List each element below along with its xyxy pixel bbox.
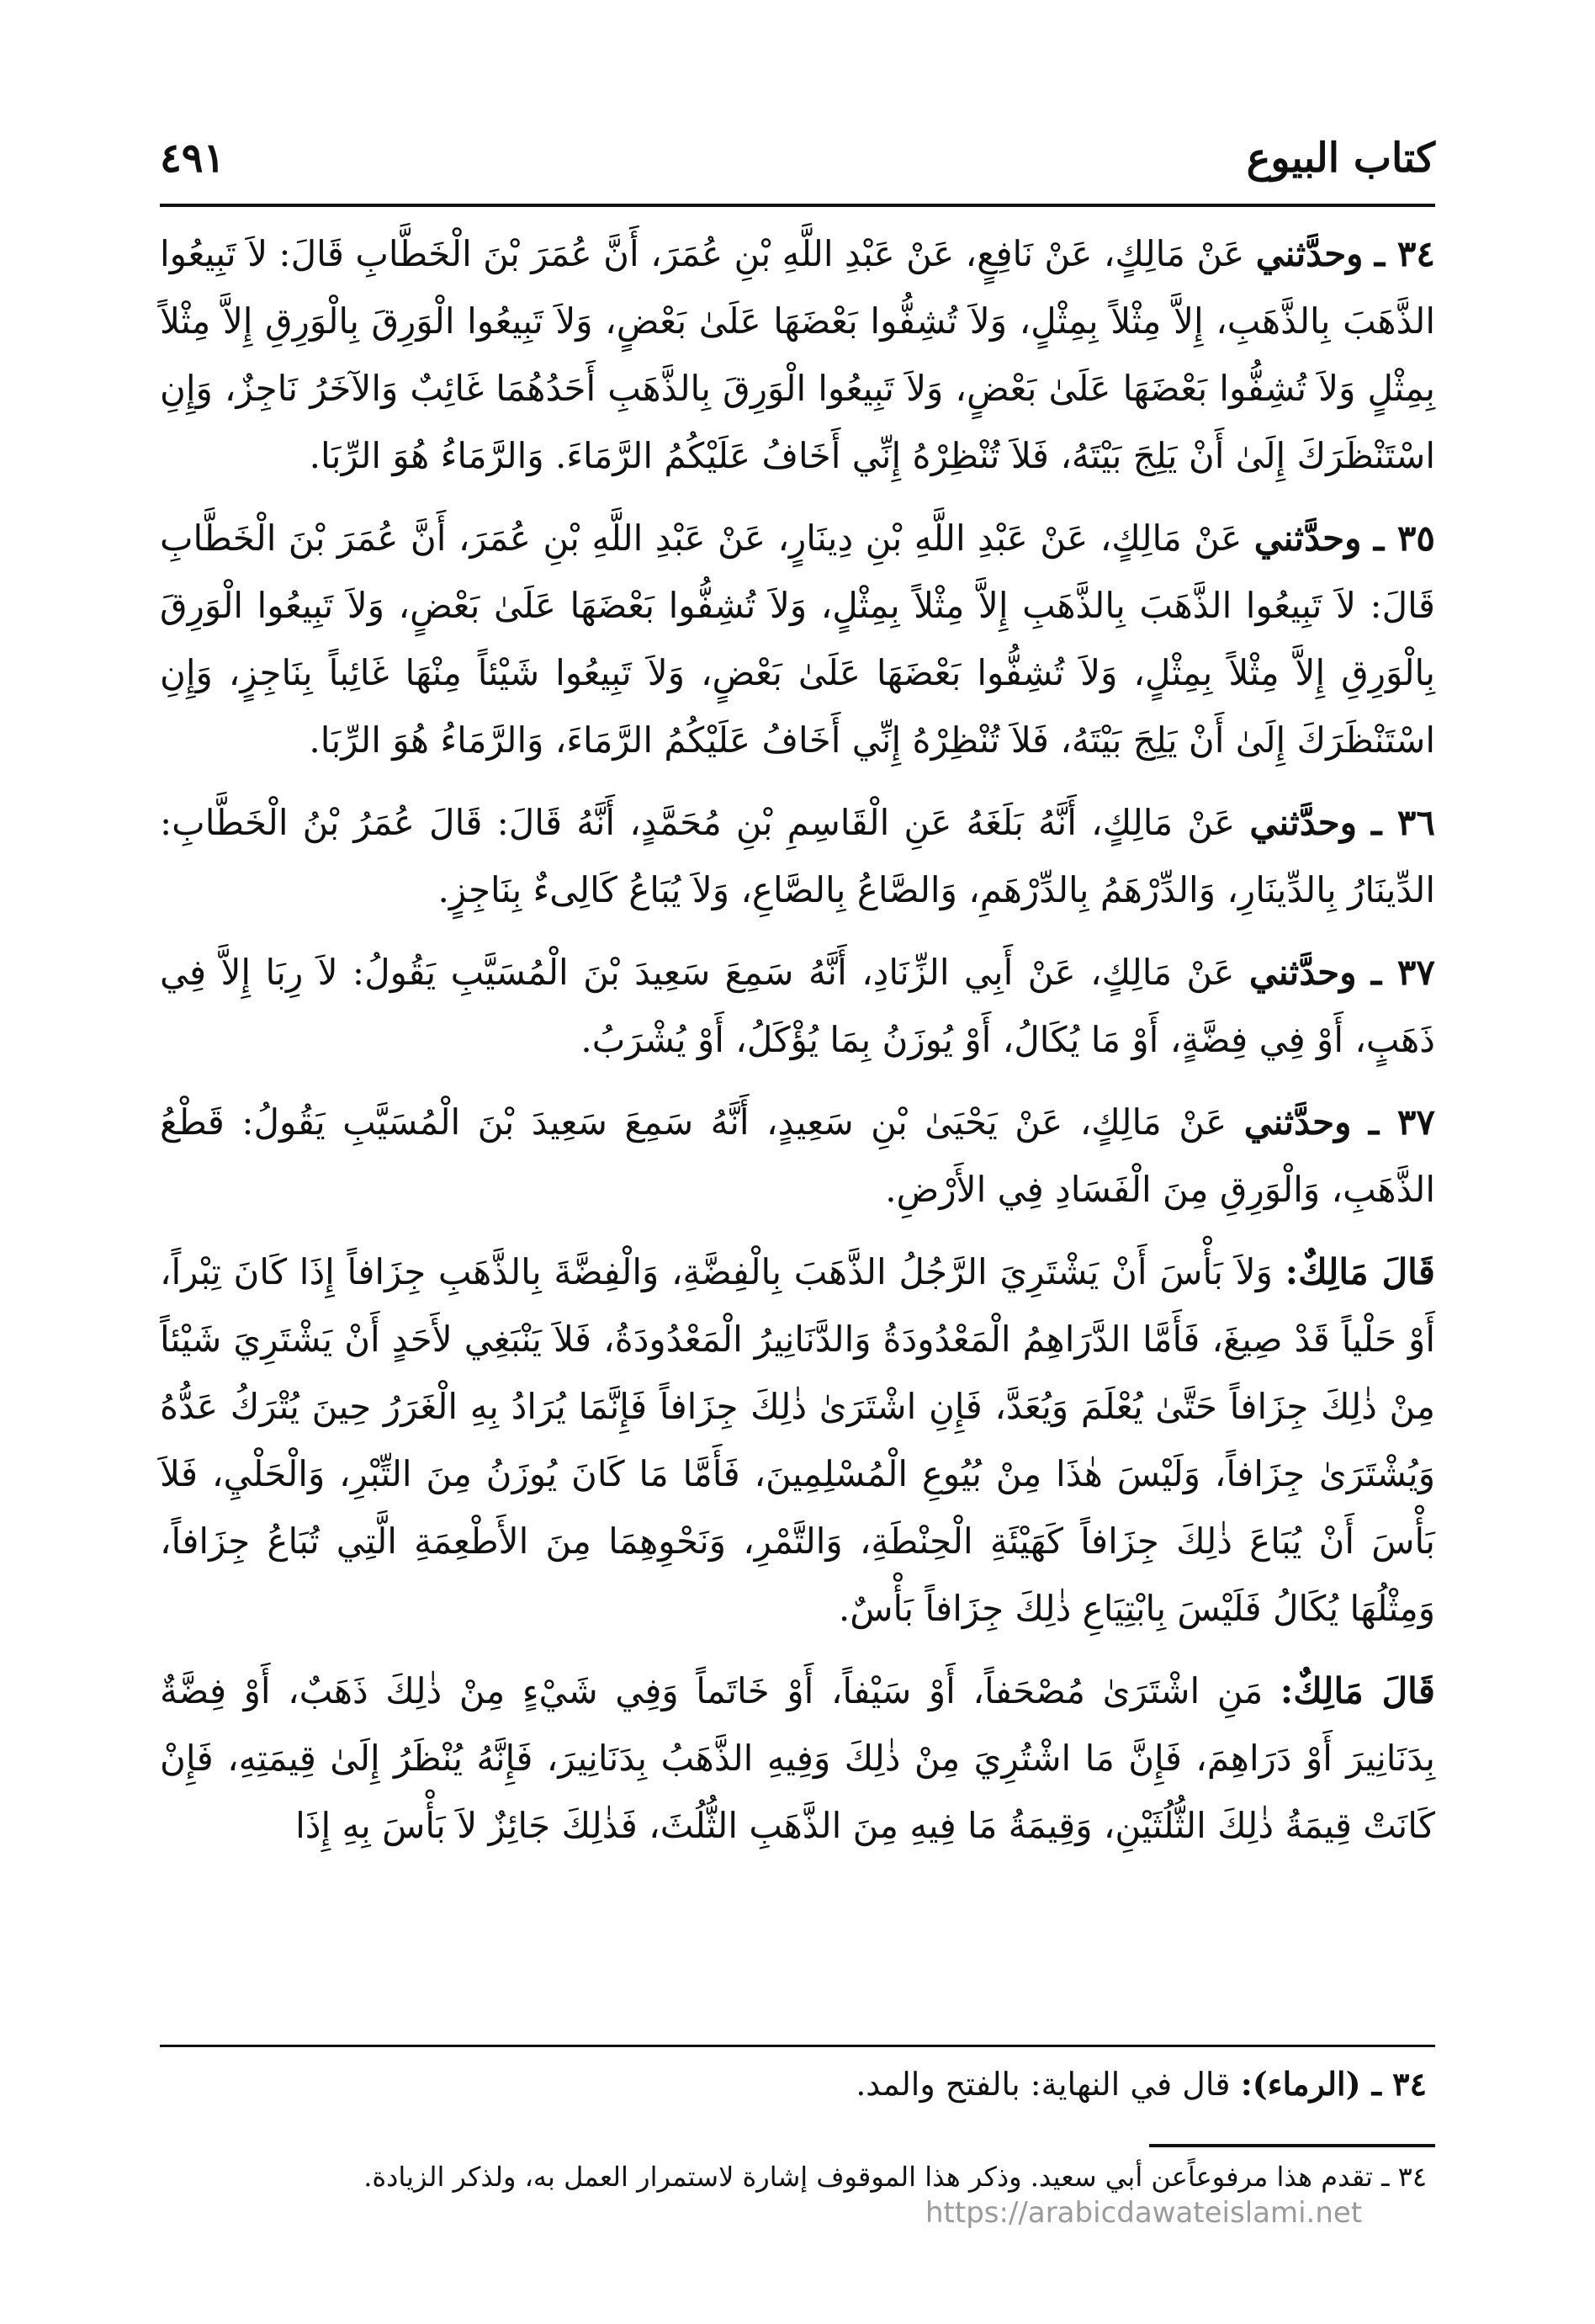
narration-opener: وحدَّثني bbox=[1249, 802, 1358, 843]
main-text bbox=[160, 220, 1435, 1875]
narration-opener: وحدَّثني bbox=[1253, 517, 1362, 559]
paragraph bbox=[160, 1239, 1435, 1642]
malik-statement-label: قَالَ مَالِكٌ: bbox=[1280, 1670, 1435, 1711]
secondary-footnote-divider bbox=[1149, 2144, 1435, 2147]
paragraph-text: مَنِ اشْتَرَىٰ مُصْحَفاً، أَوْ سَيْفاً، أَوْ خَاتَماً وَفِي شَيْءٍ مِنْ ذٰلِكَ ذَهَبٌ، أَوْ فِضَّةٌ بِدَنَانِيرَ أَوْ دَرَاهِمَ، فَإِنَّ مَا اشْتُرِيَ مِنْ ذٰلِكَ وَفِيهِ الذَّهَبُ بِدَنَانِيرَ، فَإِنَّهُ يُنْظَرُ إِلَىٰ قِيمَتِهِ، فَإِنْ كَانَتْ قِيمَةُ ذٰلِكَ الثُّلُثَيْنِ، وَقِيمَةُ مَا فِيهِ مِنَ الذَّهَبِ الثُّلُثَ، فَذٰلِكَ جَائِزٌ لاَ بَأْسَ بِهِ إِذَا bbox=[160, 1670, 1435, 1846]
hadith-number: ٣٦ ـ bbox=[1371, 802, 1435, 843]
hadith-number: ٣٥ ـ bbox=[1373, 517, 1435, 559]
header-divider bbox=[160, 204, 1435, 207]
paragraph bbox=[160, 789, 1435, 924]
footnote-text: قال في النهاية: بالفتح والمد. bbox=[856, 2066, 1231, 2103]
paragraph-text: عَنْ مَالِكٍ، عَنْ عَبْدِ اللَّهِ بْنِ دِينَارٍ، عَنْ عَبْدِ اللَّهِ بْنِ عُمَرَ، أَنَّ عُمَرَ بْنَ الْخَطَّابِ قَالَ: لاَ تَبِيعُوا الذَّهَبَ بِالذَّهَبِ إِلاَّ مِثْلاً بِمِثْلٍ، وَلاَ تُشِفُّوا بَعْضَهَا عَلَىٰ بَعْضٍ، وَلاَ تَبِيعُوا الْوَرِقَ بِالْوَرِقِ إِلاَّ مِثْلاً بِمِثْلٍ، وَلاَ تُشِفُّوا بَعْضَهَا عَلَىٰ بَعْضٍ، وَلاَ تَبِيعُوا شَيْئاً مِنْهَا غَائِباً بِنَاجِزٍ، وَإِنِ اسْتَنْظَرَكَ إِلَىٰ أَنْ يَلِجَ بَيْتَهُ، فَلاَ تُنْظِرْهُ إِنِّي أَخَافُ عَلَيْكُمُ الرَّمَاءَ، وَالرَّمَاءُ هُوَ الرِّبَا. bbox=[160, 517, 1435, 761]
footnote-label: ٣٤ ـ (الرماء): bbox=[1240, 2065, 1427, 2103]
footnote-divider bbox=[160, 2045, 1435, 2047]
hadith-number: ٣٤ ـ bbox=[1374, 233, 1435, 274]
paragraph-text: عَنْ مَالِكٍ، عَنْ نَافِعٍ، عَنْ عَبْدِ اللَّهِ بْنِ عُمَرَ، أَنَّ عُمَرَ بْنَ الْخَطَّابِ قَالَ: لاَ تَبِيعُوا الذَّهَبَ بِالذَّهَبِ، إِلاَّ مِثْلاً بِمِثْلٍ، وَلاَ تُشِفُّوا بَعْضَهَا عَلَىٰ بَعْضٍ، وَلاَ تَبِيعُوا الْوَرِقَ بِالْوَرِقِ إِلاَّ مِثْلاً بِمِثْلٍ وَلاَ تُشِفُّوا بَعْضَهَا عَلَىٰ بَعْضٍ، وَلاَ تَبِيعُوا الْوَرِقَ بِالذَّهَبِ أَحَدُهُمَا غَائِبٌ وَالآخَرُ نَاجِزٌ، وَإِنِ اسْتَنْظَرَكَ إِلَىٰ أَنْ يَلِجَ بَيْتَهُ، فَلاَ تُنْظِرْهُ إِنِّي أَخَافُ عَلَيْكُمُ الرَّمَاءَ. وَالرَّمَاءُ هُوَ الرِّبَا. bbox=[160, 233, 1435, 476]
paragraph bbox=[160, 1089, 1435, 1223]
paragraph bbox=[160, 939, 1435, 1074]
chapter-title: كتاب البيوع bbox=[1246, 135, 1435, 182]
paragraph bbox=[160, 1658, 1435, 1860]
malik-statement-label: قَالَ مَالِكٌ: bbox=[1285, 1251, 1435, 1292]
hadith-number: ٣٧ ـ bbox=[1370, 952, 1435, 993]
narration-opener: وحدَّثني bbox=[1243, 1101, 1352, 1143]
paragraph bbox=[160, 220, 1435, 490]
page-number: ٤٩١ bbox=[160, 135, 225, 182]
paragraph-text: عَنْ مَالِكٍ، عَنْ يَحْيَىٰ بْنِ سَعِيدٍ، أَنَّهُ سَمِعَ سَعِيدَ بْنَ الْمُسَيَّبِ يَقُولُ: قَطْعُ الذَّهَبِ، وَالْوَرِقِ مِنَ الْفَسَادِ فِي الأَرْضِ. bbox=[160, 1101, 1435, 1210]
paragraph-text: وَلاَ بَأْسَ أَنْ يَشْتَرِيَ الرَّجُلُ الذَّهَبَ بِالْفِضَّةِ، وَالْفِضَّةَ بِالذَّهَبِ جِزَافاً إِذَا كَانَ تِبْراً، أَوْ حَلْياً قَدْ صِيغَ، فَأَمَّا الدَّرَاهِمُ الْمَعْدُودَةُ وَالدَّنَانِيرُ الْمَعْدُودَةُ، فَلاَ يَنْبَغِي لأَحَدٍ أَنْ يَشْتَرِيَ شَيْئاً مِنْ ذٰلِكَ جِزَافاً حَتَّىٰ يُعْلَمَ وَيُعَدَّ، فَإِنِ اشْتَرَىٰ ذٰلِكَ جِزَافاً فَإِنَّمَا يُرَادُ بِهِ الْغَرَرُ حِينَ يُتْرَكُ عَدُّهُ وَيُشْتَرَىٰ جِزَافاً، وَلَيْسَ هٰذَا مِنْ بُيُوعِ الْمُسْلِمِينَ، فَأَمَّا مَا كَانَ يُوزَنُ مِنَ التِّبْرِ، وَالْحَلْيِ، فَلاَ بَأْسَ أَنْ يُبَاعَ ذٰلِكَ جِزَافاً كَهَيْئَةِ الْحِنْطَةِ، وَالتَّمْرِ، وَنَحْوِهِمَا مِنَ الأَطْعِمَةِ الَّتِي تُبَاعُ جِزَافاً، وَمِثْلُهَا يُكَالُ فَلَيْسَ بِابْتِيَاعِ ذٰلِكَ جِزَافاً بَأْسٌ. bbox=[160, 1251, 1435, 1629]
paragraph-text: عَنْ مَالِكٍ، عَنْ أَبِي الزِّنَادِ، أَنَّهُ سَمِعَ سَعِيدَ بْنَ الْمُسَيَّبِ يَقُولُ: لاَ رِبَا إِلاَّ فِي ذَهَبٍ، أَوْ فِي فِضَّةٍ، أَوْ مَا يُكَالُ، أَوْ يُوزَنُ بِمَا يُؤْكَلُ، أَوْ يُشْرَبُ. bbox=[160, 952, 1435, 1060]
watermark: https://arabicdawateislami.net bbox=[925, 2196, 1363, 2230]
narration-opener: وحدَّثني bbox=[1255, 233, 1364, 274]
secondary-footnote: ٣٤ ـ تقدم هذا مرفوعاًعن أبي سعيد. وذكر هذا الموقوف إشارة لاستمرار العمل به، ولذكر الزيادة. bbox=[363, 2161, 1427, 2193]
page-header bbox=[160, 135, 1435, 194]
footnote bbox=[160, 2055, 1427, 2114]
hadith-number: ٣٧ ـ bbox=[1368, 1101, 1435, 1143]
paragraph-text: عَنْ مَالِكٍ، أَنَّهُ بَلَغَهُ عَنِ الْقَاسِمِ بْنِ مُحَمَّدٍ، أَنَّهُ قَالَ: قَالَ عُمَرُ بْنُ الْخَطَّابِ: الدِّينَارُ بِالدِّينَارِ، وَالدِّرْهَمُ بِالدِّرْهَمِ، وَالصَّاعُ بِالصَّاعِ، وَلاَ يُبَاعُ كَالِىءٌ بِنَاجِزٍ. bbox=[160, 802, 1435, 910]
paragraph bbox=[160, 505, 1435, 774]
narration-opener: وحدَّثني bbox=[1248, 952, 1357, 993]
